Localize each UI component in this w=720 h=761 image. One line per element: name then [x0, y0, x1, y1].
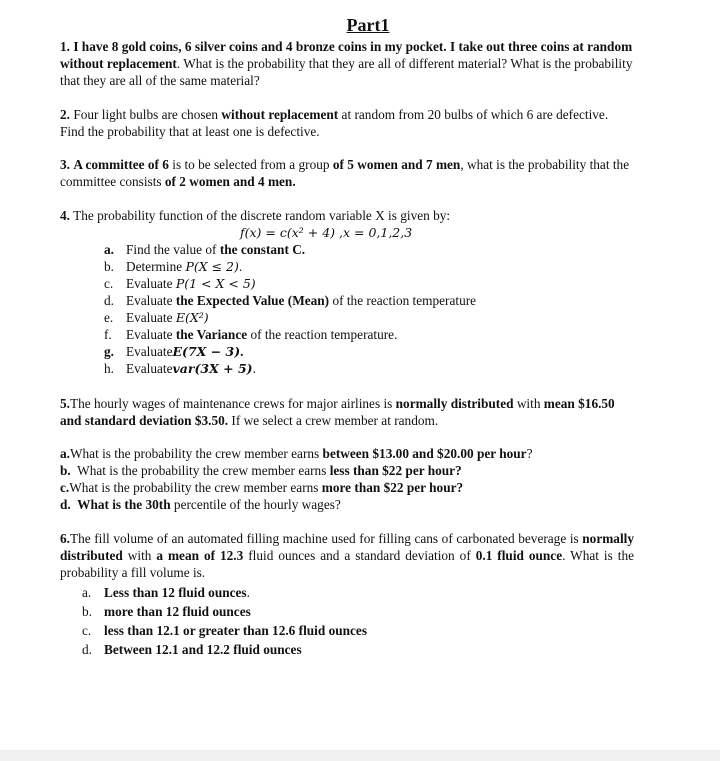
q6-bold-3: 0.1 fluid ounce [475, 548, 563, 563]
q2-number: 2. [60, 107, 70, 122]
q2-bold-1: without replacement [221, 107, 339, 122]
q5-text-2: with [513, 396, 544, 411]
q3-bold-1: A committee of 6 [73, 157, 169, 172]
q6-text-4: . What is the probability a fill volume is. [60, 548, 634, 580]
page-title: Part1 [346, 15, 390, 35]
q5-bold-2: mean $16.50 and standard deviation $3.50. [60, 396, 615, 428]
q3-bold-3: of 2 women and 4 men. [164, 174, 296, 189]
q6-text-3: fluid ounces and a standard deviation of [243, 548, 476, 563]
question-1 [60, 38, 634, 89]
q3-text-2: , what is the probability that the committee consists [60, 157, 630, 189]
q5-number: 5. [60, 396, 70, 411]
q5-part-b: b. What is the probability the crew member earns less than $22 per hour? [60, 463, 462, 478]
question-4-intro [60, 207, 634, 224]
q4-number: 4. [60, 208, 70, 223]
q2-text-2: at random from 20 bulbs of which 6 are defective. Find the probability that at least one is defective. [60, 107, 609, 139]
q3-text-1: is to be selected from a group [168, 157, 333, 172]
question-6 [60, 530, 634, 581]
q4-intro-text: The probability function of the discrete random variable X is given by: [73, 208, 451, 223]
q6-bold-2: a mean of 12.3 [156, 548, 244, 563]
q3-number: 3. [60, 157, 70, 172]
q6-text-1: The fill volume of an automated filling machine used for filling cans of carbonated beverage is [69, 531, 583, 546]
q1-text: . What is the probability that they are all of different material? What is the probability that they are all of the same material? [60, 56, 633, 88]
q5-bold-1: normally distributed [395, 396, 514, 411]
question-3 [60, 156, 634, 190]
q4-formula: f(x) = c(x² + 4) ,x = 0,1,2,3 [240, 225, 413, 240]
q1-number: 1. [60, 39, 70, 54]
q5-part-d: d. What is the 30th percentile of the hourly wages? [60, 497, 341, 512]
q5-part-a: a.What is the probability the crew member earns between $13.00 and $20.00 per hour? [60, 446, 533, 461]
q1-bold-text: I have 8 gold coins, 6 silver coins and 4 bronze coins in my pocket. I take out three coins at random without replacement [60, 39, 633, 71]
q5-part-c: c.What is the probability the crew member earns more than $22 per hour? [60, 480, 464, 495]
q6-number: 6. [60, 531, 70, 546]
q5-text-3: If we select a crew member at random. [228, 413, 439, 428]
question-2 [60, 106, 634, 140]
q6-bold-1: normally distributed [60, 531, 634, 563]
q2-text-1: Four light bulbs are chosen [73, 107, 222, 122]
q6-text-2: with [122, 548, 157, 563]
q5-text-1: The hourly wages of maintenance crews for major airlines is [69, 396, 396, 411]
q3-bold-2: of 5 women and 7 men [332, 157, 461, 172]
document-page: Part1 1. I have 8 gold coins, 6 silver coins and 4 bronze coins in my pocket. I take out three coins at random without replacement. What is the probability that they are all of different material? What is the probability that they are all of the same material? 2. Four light bulbs are chosen without replacement at random from 20 bulbs of which 6 are defective. Find the probability that at least one is defective. 3. A committee of 6 is to be selected from a group of 5 women and 7 men, what is the probability that the committee consists of 2 women and 4 men. 4. The probability function of the discrete random variable X is given by: f(x) = c(x² + 4) ,x = 0,1,2,3 a. Find the value of the constant C. b. Determine P(X ≤ 2). c. Evaluate P(1 < X < 5) d. Evaluate the Expected Value (Mean) of the reaction temperature e. Evaluate E(X²) f. Evaluate the Variance of the reaction temperature. g. EvaluateE(7X − 3). h. Evaluatevar(3X + 5). 5.The hourly wages of maintenance crews for major airlines is normally distributed with mean $16.50 and standard deviation $3.50. If we select a crew member at random. a.What is the probability the crew member earns between $13.00 and $20.00 per hour? b. What is the probability the crew member earns less than $22 per hour? c.What is the probability the crew member earns more than $22 per hour? d. What is the 30th percentile of the hourly wages? 6.The fill volume of an automated filling machine used for filling cans of carbonated beverage is normally distributed with a mean of 12.3 fluid ounces and a standard deviation of 0.1 fluid ounce. What is the probability a fill volume is. a. Less than 12 fluid ounces. b. more than 12 fluid ounces c. less than 12.1 or greater than 12.6 fluid ounces d. Between 12.1 and 12.2 fluid ounces [0, 0, 720, 750]
page-bottom-edge [0, 750, 720, 761]
question-5 [60, 395, 634, 429]
